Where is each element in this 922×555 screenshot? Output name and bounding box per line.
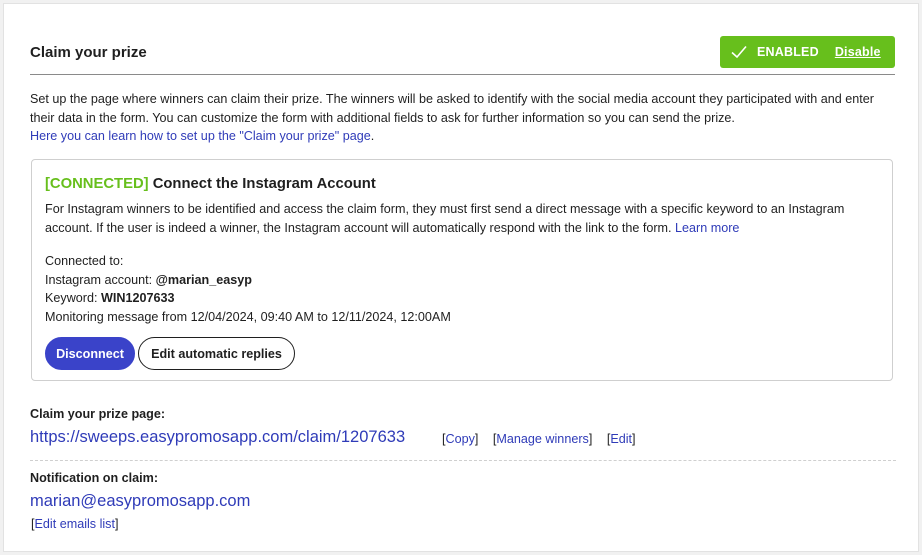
keyword-value: WIN1207633 (101, 291, 175, 305)
manage-winners-link[interactable]: Manage winners (496, 432, 589, 446)
status-badge (720, 36, 895, 68)
monitoring-text: Monitoring message from 12/04/2024, 09:40 AM to 12/11/2024, 12:00AM (45, 309, 451, 324)
connected-to-label: Connected to: (45, 254, 124, 268)
help-link[interactable]: Here you can learn how to set up the "Claim your prize" page (30, 129, 371, 143)
account-label: Instagram account: (45, 272, 153, 287)
instagram-connection-panel (31, 159, 893, 381)
instagram-description-text: For Instagram winners to be identified and access the claim form, they must first send a direct message with a specific keyword to an Instagram account. If the user is indeed a winner, the Instagram account will automatically respond with the link to the form. (45, 202, 845, 235)
intro-text (30, 90, 896, 146)
edit-link[interactable]: Edit (610, 432, 633, 446)
notification-label: Notification on claim: (30, 471, 159, 485)
learn-more-link[interactable]: Learn more (675, 220, 740, 235)
edit-replies-button[interactable]: Edit automatic replies (138, 337, 295, 370)
disable-link[interactable]: Disable (834, 45, 881, 59)
account-value: @marian_easyp (155, 272, 252, 287)
copy-link[interactable]: Copy (445, 432, 475, 446)
edit-action: [Edit] (606, 432, 636, 446)
connection-actions (45, 337, 295, 370)
divider (30, 460, 896, 461)
keyword-row (45, 289, 451, 308)
instagram-title (45, 176, 376, 192)
notification-email[interactable]: marian@easypromosapp.com (30, 492, 251, 510)
instagram-title-text: Connect the Instagram Account (152, 176, 376, 192)
prize-page-actions (442, 432, 647, 446)
keyword-label: Keyword: (45, 291, 98, 305)
copy-action: [Copy] (442, 432, 479, 446)
check-icon (730, 43, 748, 61)
edit-emails-action: [Edit emails list] (31, 517, 119, 531)
instagram-description (45, 200, 880, 237)
intro-description: Set up the page where winners can claim their prize. The winners will be asked to identify with the social media account they participated with and enter their data in the form. You can customize the form with additional fields to ask for further information so you can send the prize. (30, 92, 875, 125)
edit-emails-link[interactable]: Edit emails list (34, 517, 115, 531)
manage-winners-action: [Manage winners] (492, 432, 593, 446)
help-suffix: . (370, 129, 375, 143)
prize-page-label: Claim your prize page: (30, 407, 166, 421)
claim-prize-card (3, 3, 919, 552)
section-header (30, 36, 895, 75)
connection-details (45, 252, 451, 326)
connected-tag: [CONNECTED] (45, 176, 149, 192)
prize-page-url[interactable]: https://sweeps.easypromosapp.com/claim/1207633 (30, 428, 406, 446)
disconnect-button[interactable]: Disconnect (45, 337, 135, 370)
page-title: Claim your prize (30, 44, 147, 61)
account-row (45, 271, 451, 290)
status-label: ENABLED (757, 45, 819, 59)
